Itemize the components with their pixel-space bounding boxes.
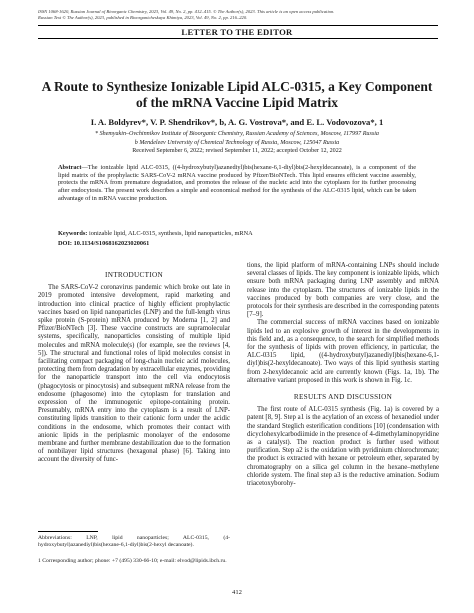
header-rule-bottom xyxy=(38,38,438,39)
footnote-abbreviations: Abbreviations: LNP, lipid nanoparticles; ALC-0315, (4-hydroxybutyl)azanediyl)bis(hexane-6,1-diyl)bis(2-hexyl decanoate). xyxy=(38,535,230,548)
section-label: LETTER TO THE EDITOR xyxy=(181,27,293,37)
journal-header-line1: ISSN 1068-1620, Russian Journal of Bioorganic Chemistry, 2023, Vol. 49, No. 2, pp. 412–415. © The Author(s), 2023. This article is an open access publication. xyxy=(38,9,335,14)
introduction-paragraph: The SARS-CoV-2 coronavirus pandemic which broke out late in 2019 promoted intensive development, rapid marketing and introduction into clinical practice of highly efficient prophylactic vaccines based on lipid nanoparticles (LNP) and the full-length virus spike protein (S-protein) mRNA produced by Moderna [1, 2] and Pfizer/BioNTech [3]. These vaccine constructs are supramolecular systems, specifically, nanoparticles consisting of multiple lipid molecules and mRNA molecule(s) (for example, see the reviews [4, 5]). The structural and functional roles of lipid molecules consist in facilitating compact packaging of long-chain nucleic acid molecules, protecting them from degradation by extracellular enzymes, providing for the nanoparticle transport into the cell via endocytosis (phagocytosis or pinocytosis) and subsequent mRNA release from the endosome (phagosome) into the cytoplasm for translation and expression of the immunogenic epitope-containing protein. Presumably, mRNA entry into the cytoplasm is a result of LNP-constituting lipids transition to their cationic form under the acidic conditions in the endosome, which promotes their contact with anionic lipids in the periplasmic monolayer of the endosome membrane and further membrane destabilization due to the formation of nonbilayer lipid structures (hexagonal phase) [6]. Taking into account the diversity of func- xyxy=(38,284,230,464)
abstract-text: —The ionizable lipid ALC-0315, ((4-hydroxybutyl)azanediyl)bis(hexane-6,1-diyl)bis(2-hexyldecanoate), is a component of the lipid matrix of the prophylactic SARS-CoV-2 mRNA vaccine produced by Pfizer/BioNTech. This lipid ensures efficient vaccine assembly, protects the mRNA from premature degradation, and promotes the release of the nucleic acid into the cytoplasm for its further processing after endocytosis. The present work describes a simple and economical method for the synthesis of the ALC-0315 lipid, which can be taken advantage of in mRNA vaccine production. xyxy=(58,164,416,202)
received-dates: Received September 6, 2022; revised September 11, 2022; accepted October 12, 2022 xyxy=(132,148,342,154)
right-paragraph-3: The first route of ALC-0315 synthesis (Fig. 1a) is covered by a patent [8, 9]. Step a1 is the acylation of an excess of hexanediol under the standard Steglich esterification conditions [10] (condensation with dicyclohexylcarbodiimide in the presence of 4-dimethylaminopyridine as a catalyst). The reaction product is further used without purification. Step a2 is the oxidation with pyridinium chlorochromate; the product is extracted with hexane or petroleum ether, separated by chromatography on a silica gel column in the hexane–methylene chloride system. The final step a3 is the reductive amination. Sodium triacetoxyborohy- xyxy=(247,406,439,488)
keywords xyxy=(58,230,416,238)
keywords-label: Keywords: xyxy=(58,230,88,237)
footnote-corresponding-author: 1 Corresponding author; phone: +7 (495) 330-66-10; e-mail: elvod@lipids.ibch.ru. xyxy=(38,558,227,564)
right-paragraph-1: tions, the lipid platform of mRNA-containing LNPs should include several classes of lipids. The key component is ionizable lipids, which ensure both mRNA packaging during LNP assembly and mRNA release into the cytoplasm. The structures of ionizable lipids in the vaccines produced by both companies are very close, and the protocols for their synthesis are described in the corresponding patents [7–9]. xyxy=(247,262,439,319)
introduction-heading: INTRODUCTION xyxy=(105,271,163,279)
journal-header-line2: Russian Text © The Author(s), 2023, published in Bioorganicheskaya Khimiya, 2023, Vol. 49, No. 2, pp. 216–220. xyxy=(38,15,248,20)
abstract-label: Abstract xyxy=(58,164,82,171)
article-title: A Route to Synthesize Ionizable Lipid ALC-0315, a Key Component of the mRNA Vaccine Lipid Matrix xyxy=(41,79,433,110)
header-rule-top xyxy=(38,25,438,26)
keywords-text: ionizable lipid, ALC-0315, synthesis, lipid nanoparticles, mRNA xyxy=(88,230,253,237)
authors: I. A. Boldyrev*, V. P. Shendrikov*, b, A. G. Vostrova*, and E. L. Vodovozova*, 1 xyxy=(90,117,384,127)
results-heading: RESULTS AND DISCUSSION xyxy=(293,393,393,402)
right-paragraph-2: The commercial success of mRNA vaccines based on ionizable lipids led to an explosive growth of interest in the developments in this field and, as a consequence, to the search for simplified methods for the synthesis of lipids with proven efficiency, in particular, the ALC-0315 lipid, ((4-hydroxybutyl)azanediyl)bis(hexane-6,1-diyl)bis(2-hexyldecanoate). Two ways of this lipid synthesis starting from 2-hexyldecanoic acid are currently known (Figs. 1a, 1b). The alternative variant proposed in this work is shown in Fig. 1c. xyxy=(247,319,439,384)
left-column xyxy=(38,271,230,465)
doi: DOI: 10.1134/S1068162023020061 xyxy=(58,240,150,247)
page-number: 412 xyxy=(232,589,242,596)
affiliation-2: b Mendeleev University of Chemical Technology of Russia, Moscow, 125047 Russia xyxy=(134,140,340,146)
affiliation-1: * Shemyakin–Ovchinnikov Institute of Bioorganic Chemistry, Russian Academy of Sciences, Moscow, 117997 Russia xyxy=(95,131,379,137)
right-column xyxy=(247,262,439,488)
abstract xyxy=(58,164,416,203)
footnote-rule xyxy=(38,531,98,532)
